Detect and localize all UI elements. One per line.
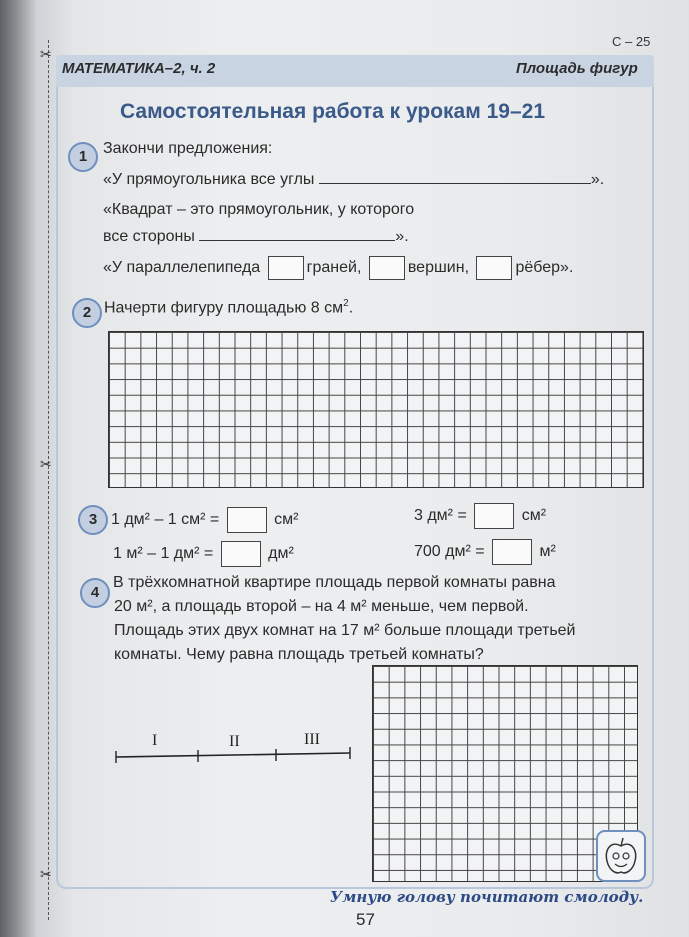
task4-line-2: 20 м², а площадь второй – на 4 м² меньше, чем первой. [114,598,529,615]
sentence-1-end: ». [590,171,605,188]
cut-line [48,40,49,920]
segment-label-2: II [229,733,240,750]
sentence-3-start: «У параллелепипеда [103,259,261,277]
faces-label: граней, [306,259,362,277]
segment-label-1: I [152,732,158,749]
subject-label: МАТЕМАТИКА–2, ч. 2 [62,60,216,77]
task4-line-3: Площадь этих двух комнат на 17 м² больше площади третьей [114,622,576,639]
task-number-2: 2 [72,298,102,328]
eq4-unit: м² [539,543,556,561]
segment-line [116,753,350,757]
edges-label: рёбер». [515,259,574,277]
task1-sentence-3 [103,256,573,280]
answer-box-faces[interactable] [268,256,304,280]
task1-sentence-1 [103,169,604,189]
task1-sentence-2a: «Квадрат – это прямоугольник, у которого [103,201,415,218]
task-number-4: 4 [80,578,110,608]
task-number-3: 3 [78,505,108,535]
eq1-unit: см² [274,511,299,529]
book-spine [0,0,40,937]
task2-prompt-text: Начерти фигуру площадью 8 см [104,299,344,317]
task3-equation-2 [414,503,546,529]
task1-sentence-2b [103,226,409,246]
answer-box-edges[interactable] [476,256,512,280]
eq3-left: 1 м² – 1 дм² = [113,545,214,563]
segment-label-3: III [304,731,320,748]
page-title: Самостоятельная работа к урокам 19–21 [120,100,546,123]
scissors-icon: ✂ [40,866,52,882]
sentence-2-start: все стороны [103,228,195,245]
eq2-left: 3 дм² = [414,507,467,525]
eq4-left: 700 дм² = [414,543,485,561]
eq1-left: 1 дм² – 1 см² = [111,511,220,529]
sentence-2-end: ». [395,228,409,245]
sentence-1-start: «У прямоугольника все углы [103,171,315,188]
footer-motto: Умную голову почитают смолоду. [330,888,644,906]
eq2-unit: см² [521,507,547,525]
task3-equation-3 [113,541,294,567]
answer-box-eq2[interactable] [474,503,514,529]
answer-blank-sides[interactable] [199,226,395,241]
page-code: С – 25 [612,34,651,49]
task3-equation-1 [111,507,299,533]
drawing-grid[interactable] [108,331,644,488]
task-number-1: 1 [68,142,98,172]
task2-prompt-sup: 2 [343,298,349,309]
vertices-label: вершин, [407,259,470,277]
task4-line-4: комнаты. Чему равна площадь третьей комнаты? [114,646,484,663]
task2-prompt-end: . [348,299,354,317]
page-number: 57 [356,910,375,929]
topic-label: Площадь фигур [516,60,638,77]
answer-box-eq4[interactable] [492,539,532,565]
answer-box-eq3[interactable] [221,541,261,567]
apple-mascot-icon [596,830,646,882]
task1-prompt: Закончи предложения: [103,140,273,157]
answer-box-eq1[interactable] [227,507,267,533]
eq3-unit: дм² [268,545,294,563]
task3-equation-4 [414,539,556,565]
scissors-icon: ✂ [40,456,52,472]
scissors-icon: ✂ [40,46,52,62]
answer-blank-angles[interactable] [319,169,591,184]
answer-box-vertices[interactable] [369,256,405,280]
task2-prompt [104,298,353,317]
task4-line-1: В трёхкомнатной квартире площадь первой комнаты равна [113,574,556,591]
